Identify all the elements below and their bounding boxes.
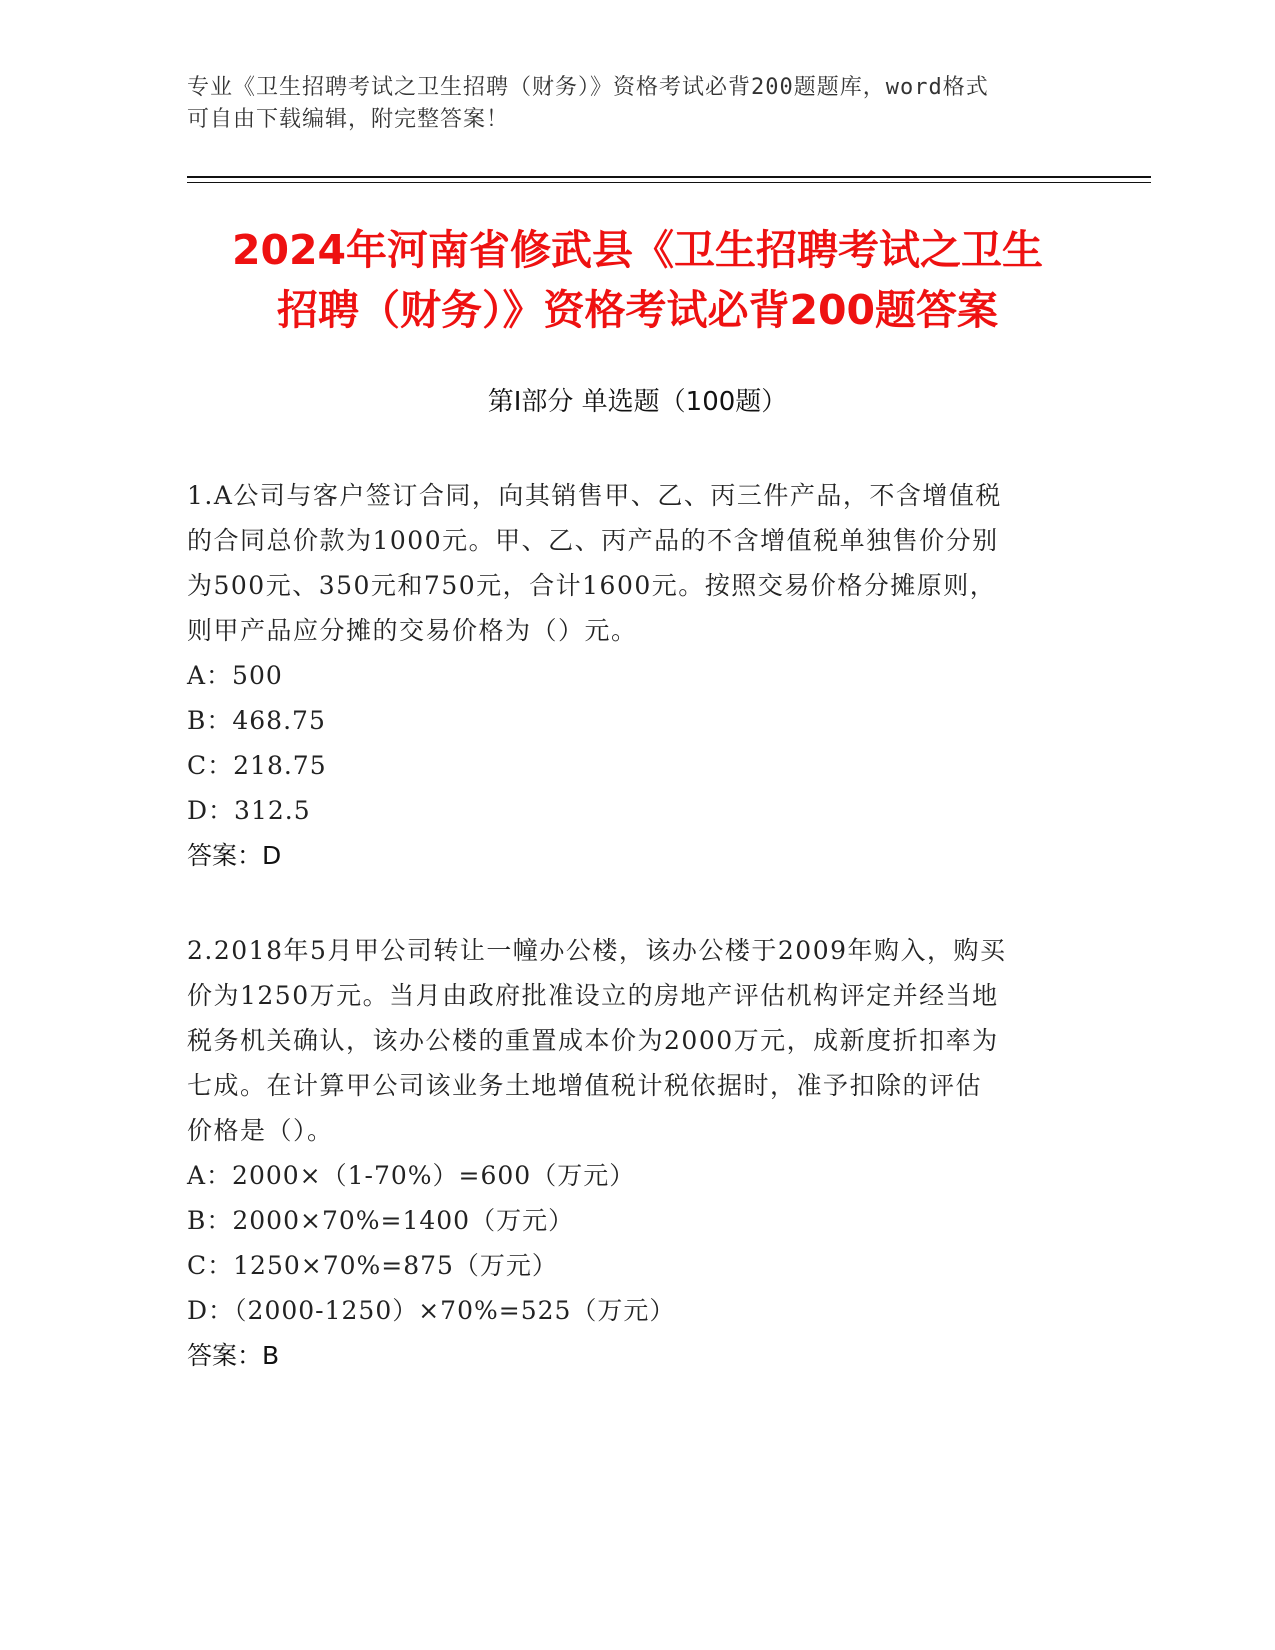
question-stem-line: 的合同总价款为1000元。甲、乙、丙产品的不含增值税单独售价分别 (187, 526, 999, 555)
header-note (187, 72, 1087, 136)
question-stem-line: 2.2018年5月甲公司转让一幢办公楼，该办公楼于2009年购入，购买 (187, 936, 1007, 965)
answer-line: 答案：D (187, 841, 282, 870)
title-line: 2024年河南省修武县《卫生招聘考试之卫生 (231, 226, 1044, 274)
document-title (150, 220, 1125, 340)
question-stem-line: 价为1250万元。当月由政府批准设立的房地产评估机构评定并经当地 (187, 981, 999, 1010)
question-item (187, 928, 1087, 1378)
question-item (187, 473, 1087, 878)
header-note-line: 专业《卫生招聘考试之卫生招聘（财务）》资格考试必背200题题库，word格式 (187, 75, 989, 100)
option-d: D：312.5 (187, 796, 311, 825)
question-stem-line: 七成。在计算甲公司该业务土地增值税计税依据时，准予扣除的评估 (187, 1071, 983, 1100)
option-b: B：468.75 (187, 706, 326, 735)
question-stem-line: 为500元、350元和750元，合计1600元。按照交易价格分摊原则， (187, 571, 997, 600)
option-a: A：2000×（1-70%）=600（万元） (187, 1161, 636, 1190)
question-stem-line: 税务机关确认，该办公楼的重置成本价为2000万元，成新度折扣率为 (187, 1026, 999, 1055)
option-c: C：218.75 (187, 751, 327, 780)
header-divider-thin (187, 182, 1151, 183)
option-c: C：1250×70%=875（万元） (187, 1251, 558, 1280)
question-stem-line: 1.A公司与客户签订合同，向其销售甲、乙、丙三件产品，不含增值税 (187, 481, 1002, 510)
question-stem-line: 则甲产品应分摊的交易价格为（）元。 (187, 616, 638, 645)
header-note-line: 可自由下载编辑，附完整答案！ (187, 107, 510, 132)
title-line: 招聘（财务）》资格考试必背200题答案 (276, 286, 999, 334)
option-b: B：2000×70%=1400（万元） (187, 1206, 575, 1235)
option-a: A：500 (187, 661, 283, 690)
question-stem-line: 价格是（）。 (187, 1116, 334, 1145)
option-d: D：（2000-1250）×70%=525（万元） (187, 1296, 676, 1325)
header-divider-thick (187, 176, 1151, 178)
answer-line: 答案：B (187, 1341, 280, 1370)
section-heading: 第Ⅰ部分 单选题（100题） (487, 387, 788, 417)
